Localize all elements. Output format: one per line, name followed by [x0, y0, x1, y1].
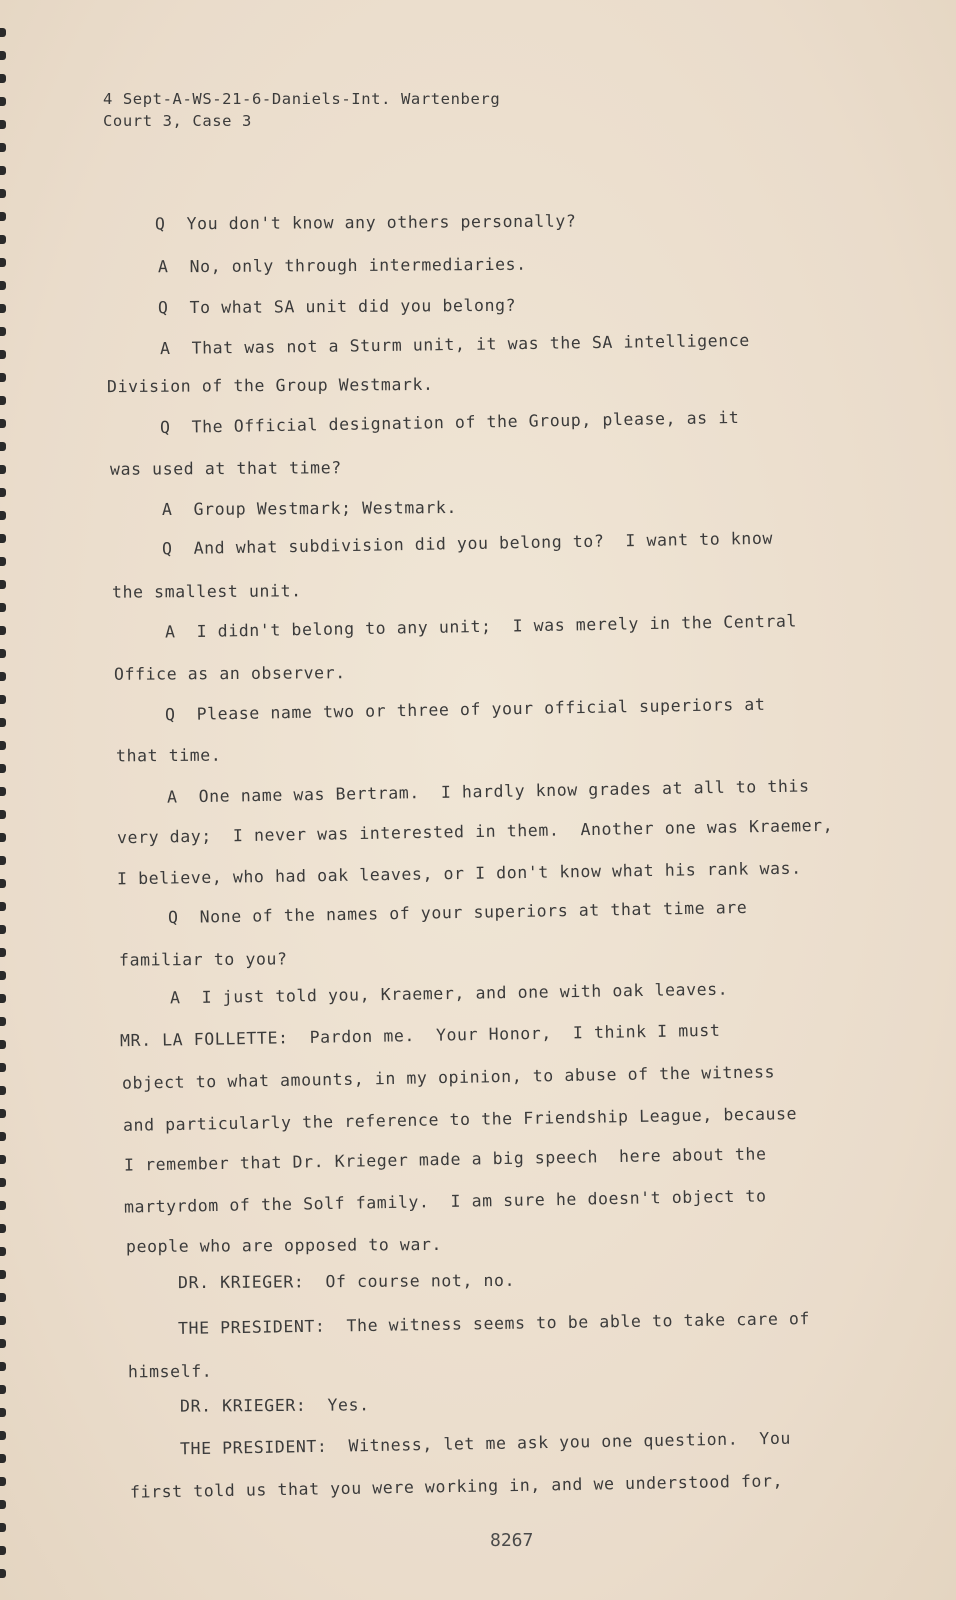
- transcript-line: and particularly the reference to the Friendship League, because: [122, 1104, 798, 1135]
- transcript-line: Q And what subdivision did you belong to? I want to know: [161, 528, 774, 559]
- binder-hole: [0, 258, 6, 267]
- transcript-line: very day; I never was interested in them. Another one was Kraemer,: [116, 815, 834, 848]
- binder-hole: [0, 1408, 6, 1417]
- transcript-line: the smallest unit.: [111, 581, 302, 602]
- binder-hole: [0, 1385, 6, 1394]
- binder-hole: [0, 1155, 6, 1164]
- binder-hole: [0, 1293, 6, 1302]
- binder-hole: [0, 166, 6, 175]
- transcript-line: A One name was Bertram. I hardly know grades at all to this: [166, 776, 810, 807]
- transcript-line: I believe, who had oak leaves, or I don't know what his rank was.: [116, 858, 802, 889]
- binder-hole: [0, 1224, 6, 1233]
- binder-hole: [0, 787, 6, 796]
- binder-hole: [0, 1500, 6, 1509]
- binder-hole: [0, 465, 6, 474]
- transcript-line: Q The Official designation of the Group, please, as it: [159, 407, 740, 438]
- transcript-line: Q To what SA unit did you belong?: [157, 295, 517, 318]
- transcript-line: I remember that Dr. Krieger made a big speech here about the: [123, 1144, 767, 1175]
- binder-hole: [0, 1040, 6, 1049]
- binder-hole: [0, 442, 6, 451]
- binder-hole: [0, 1569, 6, 1578]
- binder-hole: [0, 488, 6, 497]
- transcript-line: people who are opposed to war.: [125, 1234, 443, 1257]
- binder-hole: [0, 511, 6, 520]
- binder-hole: [0, 580, 6, 589]
- binder-hole: [0, 419, 6, 428]
- binder-hole: [0, 649, 6, 658]
- binder-hole: [0, 1017, 6, 1026]
- binder-hole: [0, 1523, 6, 1532]
- transcript-line: A Group Westmark; Westmark.: [161, 497, 458, 520]
- binder-hole: [0, 396, 6, 405]
- binder-hole: [0, 1454, 6, 1463]
- transcript-line: MR. LA FOLLETTE: Pardon me. Your Honor, I think I must: [119, 1020, 721, 1051]
- binder-hole: [0, 1132, 6, 1141]
- binder-hole: [0, 51, 6, 60]
- transcript-line: Q None of the names of your superiors at that time are: [167, 897, 748, 928]
- transcript-line: object to what amounts, in my opinion, to abuse of the witness: [121, 1062, 776, 1093]
- binder-hole: [0, 281, 6, 290]
- binder-hole: [0, 856, 6, 865]
- transcript-line: DR. KRIEGER: Yes.: [179, 1395, 370, 1416]
- binder-hole: [0, 879, 6, 888]
- transcript-line: THE PRESIDENT: The witness seems to be able to take care of: [177, 1309, 811, 1338]
- binder-hole: [0, 1546, 6, 1555]
- binder-hole: [0, 350, 6, 359]
- binder-hole: [0, 373, 6, 382]
- binder-hole: [0, 557, 6, 566]
- binder-hole: [0, 764, 6, 773]
- binder-hole: [0, 971, 6, 980]
- binder-hole: [0, 1063, 6, 1072]
- binder-hole: [0, 74, 6, 83]
- transcript-line: A That was not a Sturm unit, it was the SA intelligence: [159, 330, 751, 359]
- binder-hole: [0, 626, 6, 635]
- binder-hole: [0, 143, 6, 152]
- binder-hole: [0, 1178, 6, 1187]
- header-line-2: Court 3, Case 3: [103, 112, 252, 130]
- binder-hole: [0, 741, 6, 750]
- binder-hole: [0, 1362, 6, 1371]
- transcript-line: Q Please name two or three of your official superiors at: [164, 694, 766, 725]
- transcript-line: A I just told you, Kraemer, and one with oak leaves.: [169, 979, 729, 1008]
- binder-hole: [0, 1247, 6, 1256]
- binder-hole: [0, 120, 6, 129]
- transcript-line: martyrdom of the Solf family. I am sure he doesn't object to: [123, 1186, 767, 1217]
- binder-hole: [0, 1201, 6, 1210]
- transcript-line: DR. KRIEGER: Of course not, no.: [177, 1270, 516, 1293]
- binder-hole: [0, 603, 6, 612]
- transcript-line: himself.: [127, 1361, 213, 1382]
- binder-hole: [0, 1086, 6, 1095]
- binder-hole: [0, 810, 6, 819]
- transcript-line: Q You don't know any others personally?: [154, 211, 577, 234]
- transcript-line: that time.: [115, 745, 222, 766]
- binder-hole: [0, 695, 6, 704]
- transcript-line: Office as an observer.: [113, 663, 346, 684]
- transcript-line: was used at that time?: [109, 458, 342, 479]
- binder-hole: [0, 235, 6, 244]
- binder-hole: [0, 97, 6, 106]
- binder-hole: [0, 1270, 6, 1279]
- transcript-line: familiar to you?: [118, 949, 288, 970]
- binder-hole: [0, 534, 6, 543]
- binder-hole: [0, 672, 6, 681]
- transcript-line: Division of the Group Westmark.: [106, 374, 434, 397]
- binder-hole: [0, 212, 6, 221]
- transcript-line: first told us that you were working in, and we understood for,: [129, 1471, 784, 1502]
- transcript-line: A No, only through intermediaries.: [157, 254, 527, 277]
- binder-hole: [0, 833, 6, 842]
- binder-hole: [0, 28, 6, 37]
- header-line-1: 4 Sept-A-WS-21-6-Daniels-Int. Wartenberg: [103, 90, 501, 108]
- binder-hole: [0, 304, 6, 313]
- binder-hole: [0, 1109, 6, 1118]
- binder-hole: [0, 1316, 6, 1325]
- binder-hole: [0, 994, 6, 1003]
- binder-hole: [0, 1339, 6, 1348]
- binder-hole: [0, 925, 6, 934]
- transcript-line: A I didn't belong to any unit; I was merely in the Central: [164, 611, 798, 642]
- binder-hole: [0, 327, 6, 336]
- binder-hole: [0, 902, 6, 911]
- page-number: 8267: [490, 1530, 534, 1551]
- binder-hole: [0, 1431, 6, 1440]
- binder-hole: [0, 948, 6, 957]
- binder-hole: [0, 718, 6, 727]
- transcript-line: THE PRESIDENT: Witness, let me ask you one question. You: [179, 1428, 792, 1459]
- binder-hole: [0, 189, 6, 198]
- binder-hole: [0, 1477, 6, 1486]
